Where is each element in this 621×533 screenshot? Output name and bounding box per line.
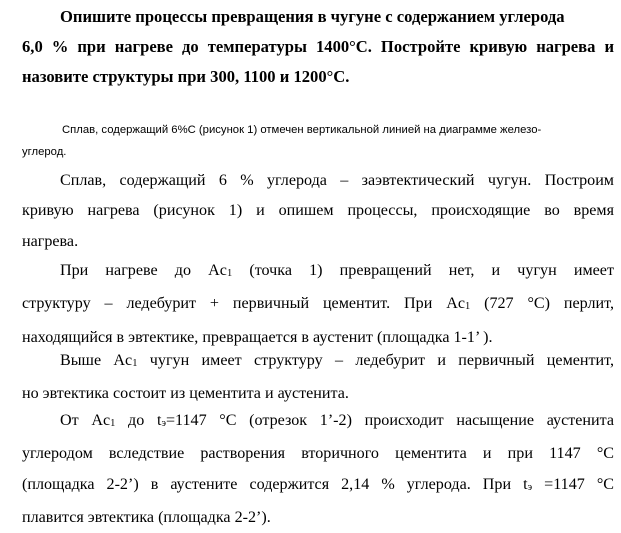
caption-line-1: Сплав, содержащий 6%С (рисунок 1) отмечен вертикальной линией на диаграмме железо- [62,124,542,136]
text-fragment: При нагреве до Ac [60,262,227,279]
paragraph-1 [22,166,614,257]
text-fragment: Выше Ac [60,352,133,369]
caption-line-2: углерод. [22,146,67,158]
text-fragment: (727 °С) перлит, [470,295,615,313]
paragraph-4-line-2: углеродом вследствие растворения вторичного цементита и при 1147 °С [22,445,614,463]
figure-caption [22,119,614,163]
paragraph-1-line-1: Сплав, содержащий 6 % углерода – заэвтектический чугун. Построим [60,172,614,189]
text-fragment: структуру – ледебурит + первичный цементит. При Ac [22,295,465,313]
paragraph-3 [22,346,614,410]
paragraph-2-line-1 [22,256,614,289]
heading-line-1: Опишите процессы превращения в чугуне с содержанием углерода [60,7,565,26]
subscript: 1 [226,268,233,279]
subscript: 1 [110,418,116,429]
text-fragment: (площадка 2-2’) в аустените содержится 2,14 % углерода. При t [22,475,528,493]
text-fragment: =1147 °С [532,475,614,493]
heading-line-2: 6,0 % при нагреве до температуры 1400°С. Постройте кривую нагрева и [22,37,614,56]
subscript: 1 [132,358,138,369]
paragraph-2 [22,256,614,353]
paragraph-1-line-2: кривую нагрева (рисунок 1) и опишем процессы, происходящие во время [22,202,614,220]
text-fragment: (точка 1) превращений нет, и чугун имеет [232,262,614,279]
paragraph-3-line-2: но эвтектика состоит из цементита и аустенита. [22,385,349,403]
paragraph-1-line-3: нагрева. [22,232,79,250]
subscript: э [527,481,533,493]
task-heading [22,2,614,92]
text-fragment: =1147 °С (отрезок 1’-2) происходит насыщение аустенита [165,412,614,429]
subscript: 1 [464,301,471,313]
text-fragment: чугун имеет структуру – ледебурит и первичный цементит, [137,352,614,369]
paragraph-2-line-3: находящийся в эвтектике, превращается в аустенит (площадка 1-1’ ). [22,328,493,346]
paragraph-4-line-1 [22,406,614,439]
paragraph-2-line-2 [22,289,614,322]
paragraph-3-line-1 [22,346,614,379]
heading-line-3: назовите структуры при 300, 1100 и 1200°С. [22,67,350,86]
paragraph-4 [22,406,614,533]
text-fragment: до t [115,412,162,429]
subscript: э [161,418,166,429]
paragraph-4-line-3 [22,470,614,503]
paragraph-4-line-4: плавится эвтектика (площадка 2-2’). [22,508,271,526]
text-fragment: От Ac [60,412,111,429]
